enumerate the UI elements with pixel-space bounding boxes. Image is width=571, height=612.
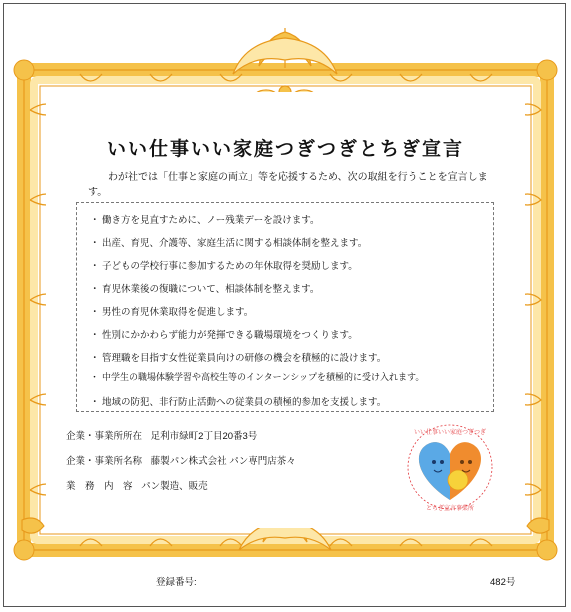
page-title: いい仕事いい家庭つぎつぎとちぎ宣言 xyxy=(106,138,464,160)
address-value: 足利市緑町2丁目20番3号 xyxy=(150,431,258,442)
company-name xyxy=(66,453,296,467)
company-address xyxy=(66,428,257,442)
intro-text: わが社では「仕事と家庭の両立」等を応援するため、次の取組を行うことを宣言します。 xyxy=(88,172,488,198)
list-item: ・ 働き方を見直すために、ノー残業デーを設けます。 xyxy=(90,215,320,226)
registration-label: 登録番号: xyxy=(156,577,197,588)
list-item: ・ 男性の育児休業取得を促進します。 xyxy=(90,307,254,318)
list-item: ・ 性別にかかわらず能力が発揮できる職場環境をつくります。 xyxy=(90,330,358,341)
list-item: ・ 中学生の職場体験学習や高校生等のインターンシップを積極的に受け入れます。 xyxy=(90,373,425,383)
business-value: パン製造、販売 xyxy=(141,481,208,492)
list-item: ・ 子どもの学校行事に参加するための年休取得を奨励します。 xyxy=(90,261,358,272)
company-business xyxy=(66,478,208,492)
name-label: 企業・事業所名称 xyxy=(66,456,143,467)
business-label: 業 務 内 容 xyxy=(66,481,133,492)
registration-number: 482号 xyxy=(490,577,516,588)
address-label: 企業・事業所所在 xyxy=(66,431,143,442)
declaration-logo xyxy=(398,422,502,512)
logo-text-top: いい仕事いい家庭つぎつぎ xyxy=(413,429,487,436)
logo-text-bottom: とちぎ宣言事業所 xyxy=(425,505,475,512)
list-item: ・ 地域の防犯、非行防止活動への従業員の積極的参加を支援します。 xyxy=(90,397,387,408)
list-item: ・ 管理職を目指す女性従業員向けの研修の機会を積極的に設けます。 xyxy=(90,353,387,364)
list-item: ・ 育児休業後の復職について、相談体制を整えます。 xyxy=(90,284,320,295)
list-item: ・ 出産、育児、介護等、家庭生活に関する相談体制を整えます。 xyxy=(90,238,368,249)
name-value: 藤製パン株式会社 パン専門店茶々 xyxy=(150,456,296,467)
